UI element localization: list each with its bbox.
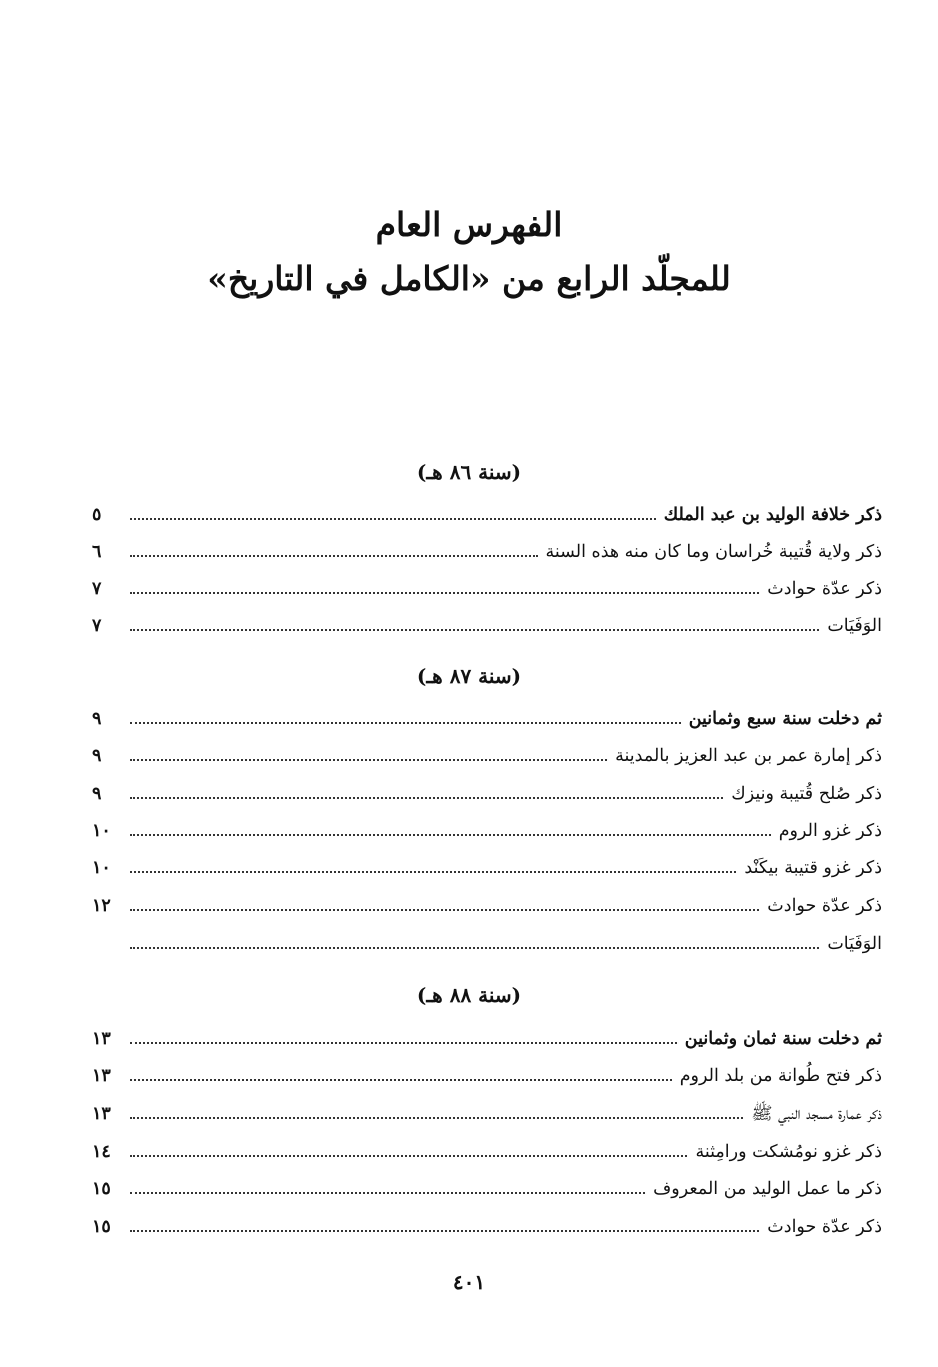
toc-entry-title: ذكر غزو نومُشكت ورامِثنة — [695, 1141, 882, 1162]
toc-entry — [92, 850, 882, 880]
toc-entry-title: ذكر عمارة مسجد النبي ﷺ — [751, 1103, 882, 1124]
toc-entry — [92, 738, 882, 768]
dot-leader — [130, 909, 759, 911]
toc-entry-title: ذكر عدّة حوادث — [767, 578, 882, 599]
toc-entry-page: ٥ — [92, 504, 102, 525]
section-heading-88: (سنة ٨٨ هـ) — [416, 983, 522, 1007]
toc-entry — [92, 571, 882, 601]
toc-entry-page: ١٠ — [92, 820, 111, 841]
toc-entry — [92, 1134, 882, 1164]
toc-entry — [92, 813, 882, 843]
toc-entry-page: ١٢ — [92, 895, 111, 916]
dot-leader — [130, 1042, 677, 1044]
toc-entry-page: ١٤ — [92, 1141, 111, 1162]
toc-entry — [92, 608, 882, 638]
dot-leader — [130, 947, 819, 949]
toc-entry-page: ١٥ — [92, 1178, 111, 1199]
toc-entry-page: ١٣ — [92, 1028, 111, 1049]
toc-entry-page: ١٠ — [92, 857, 111, 878]
toc-entry-page: ٩ — [92, 783, 102, 804]
dot-leader — [130, 834, 771, 836]
toc-entry — [92, 1021, 882, 1051]
toc-entry — [92, 1096, 882, 1126]
toc-entry-page: ٧ — [92, 615, 102, 636]
toc-entry-title: ذكر عدّة حوادث — [767, 895, 882, 916]
toc-entry-title: ذكر غزو قتيبة بيكَنْد — [744, 857, 882, 878]
page-subtitle: للمجلّد الرابع من «الكامل في التاريخ» — [207, 259, 731, 298]
toc-entry-title: ثم دخلت سنة ثمان وثمانين — [684, 1028, 882, 1049]
toc-entry — [92, 926, 882, 956]
toc-entry-title: ذكر خلافة الوليد بن عبد الملك — [663, 504, 882, 525]
page-title: الفهرس العام — [375, 205, 563, 244]
dot-leader — [130, 722, 681, 724]
toc-entry-title: الوَفَيَات — [827, 615, 882, 636]
toc-entry-title: ذكر إمارة عمر بن عبد العزيز بالمدينة — [615, 745, 882, 766]
toc-entry — [92, 888, 882, 918]
toc-entry-title: ثم دخلت سنة سبع وثمانين — [688, 708, 882, 729]
toc-entry-page: ٩ — [92, 745, 102, 766]
dot-leader — [130, 797, 723, 799]
toc-entry-title: ذكر غزو الروم — [778, 820, 882, 841]
toc-entry-title: الوَفَيَات — [827, 933, 882, 954]
toc-entry-title: ذكر ولاية قُتيبة خُراسان وما كان منه هذه السنة — [545, 541, 882, 562]
toc-entry — [92, 776, 882, 806]
toc-entry — [92, 534, 882, 564]
dot-leader — [130, 555, 538, 557]
toc-entry-page: ١٣ — [92, 1103, 111, 1124]
dot-leader — [130, 629, 819, 631]
dot-leader — [130, 518, 656, 520]
toc-entry-page: ٦ — [92, 541, 102, 562]
dot-leader — [130, 1079, 672, 1081]
toc-entry — [92, 497, 882, 527]
page-number: ٤٠١ — [452, 1270, 486, 1294]
dot-leader — [130, 1155, 687, 1157]
dot-leader — [130, 1192, 645, 1194]
toc-entry — [92, 1209, 882, 1239]
toc-entry-title: ذكر صُلح قُتيبة ونيزك — [731, 783, 882, 804]
toc-entry — [92, 1171, 882, 1201]
dot-leader — [130, 1230, 759, 1232]
toc-entry-page: ١٥ — [92, 1216, 111, 1237]
toc-entry-title: ذكر فتح طُوانة من بلد الروم — [679, 1065, 882, 1086]
section-heading-86: (سنة ٨٦ هـ) — [416, 460, 522, 484]
dot-leader — [130, 592, 759, 594]
toc-entry-title: ذكر عدّة حوادث — [767, 1216, 882, 1237]
dot-leader — [130, 1117, 743, 1119]
toc-entry-page: ١٣ — [92, 1065, 111, 1086]
dot-leader — [130, 871, 736, 873]
toc-entry-page: ٧ — [92, 578, 102, 599]
toc-entry — [92, 1058, 882, 1088]
section-heading-87: (سنة ٨٧ هـ) — [416, 664, 522, 688]
toc-entry-title: ذكر ما عمل الوليد من المعروف — [653, 1178, 882, 1199]
toc-entry — [92, 701, 882, 731]
dot-leader — [130, 759, 607, 761]
toc-entry-page: ٩ — [92, 708, 102, 729]
